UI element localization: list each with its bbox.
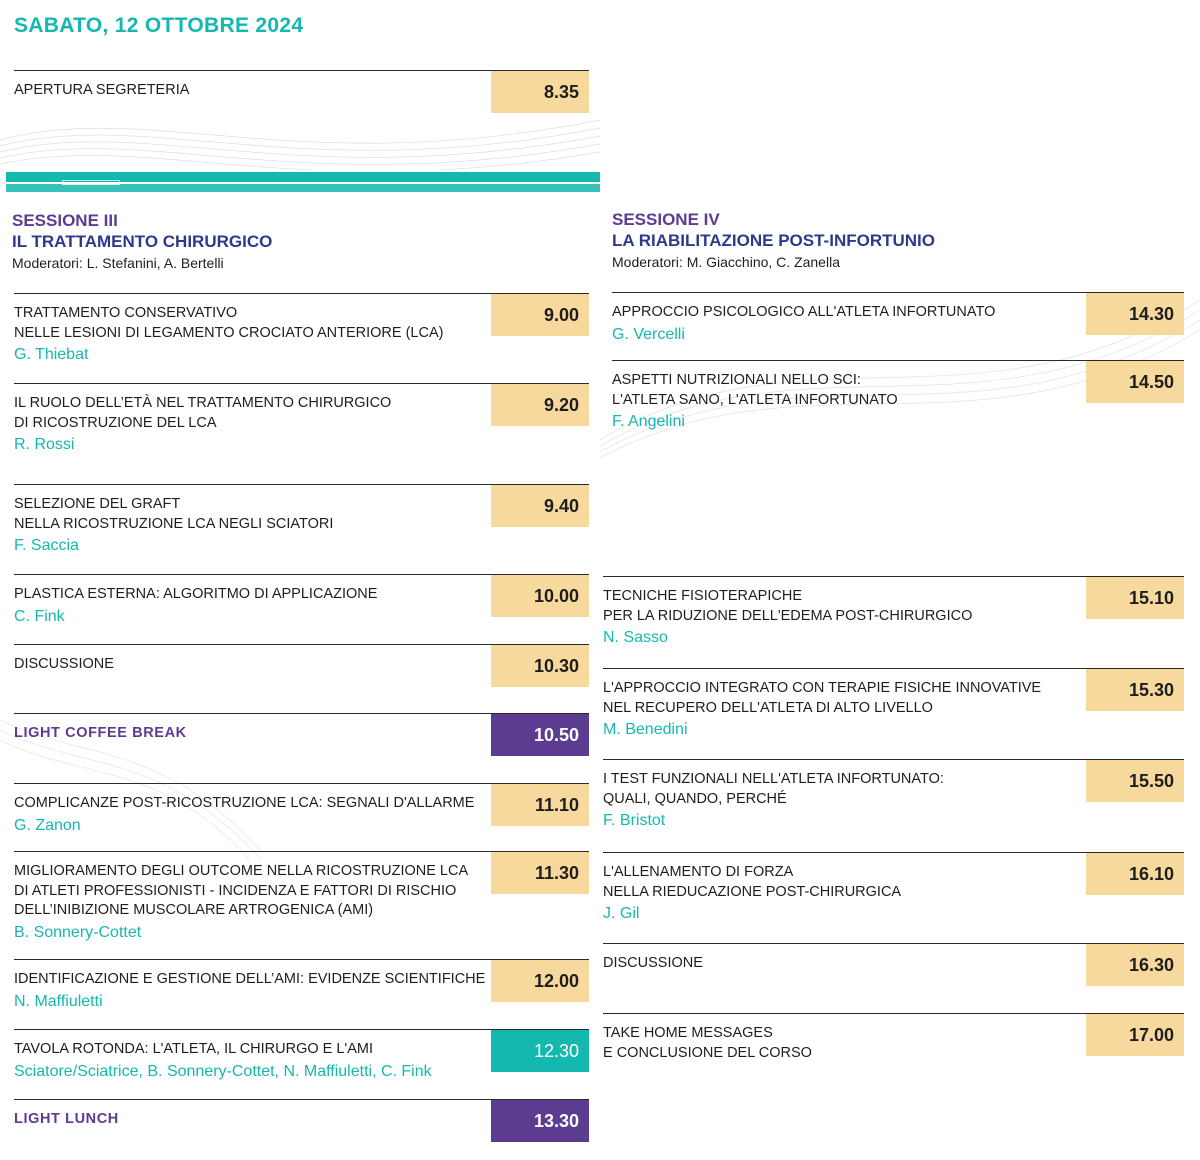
decorative-band (6, 172, 600, 196)
speaker-name: M. Benedini (603, 721, 688, 738)
speaker-name: C. Fink (14, 607, 65, 625)
session-title-line: E CONCLUSIONE DEL CORSO (603, 1044, 812, 1061)
session-title-line: DELL’INIBIZIONE MUSCOLARE ARTROGENICA (AMI) (14, 902, 374, 918)
session-title-line: DISCUSSIONE (14, 656, 114, 672)
session-title-line: PLASTICA ESTERNA: ALGORITMO DI APPLICAZIONE (14, 586, 378, 602)
time-badge: 14.30 (1086, 293, 1184, 335)
speaker-name: F. Bristot (603, 812, 666, 829)
session3-item-11 (14, 1099, 589, 1159)
session-title-line: L'ALLENAMENTO DI FORZA (603, 864, 794, 880)
session-title (603, 1024, 812, 1063)
session4-item-7 (603, 943, 1184, 1003)
session-title-line: TAVOLA ROTONDA: L'ATLETA, IL CHIRURGO E L'AMI (14, 1041, 373, 1057)
session4-item-6 (603, 852, 1184, 922)
time-badge: 10.00 (491, 575, 589, 617)
session-3-title: IL TRATTAMENTO CHIRURGICO (12, 232, 273, 251)
page-date-title: SABATO, 12 OTTOBRE 2024 (14, 14, 304, 37)
session-title (603, 863, 901, 925)
band-marker (62, 180, 120, 185)
session3-item-10 (14, 1029, 589, 1089)
session3-item-7 (14, 783, 589, 843)
session-title-line: NELLA RIEDUCAZIONE POST-CHIRURGICA (603, 883, 902, 900)
session-title-line: IDENTIFICAZIONE E GESTIONE DELL’AMI: EVIDENZE SCIENTIFICHE (14, 971, 486, 987)
session-4-title: LA RIABILITAZIONE POST-INFORTUNIO (612, 231, 935, 250)
session3-item-9 (14, 959, 589, 1019)
session-4-moderators: Moderatori: M. Giacchino, C. Zanella (612, 254, 840, 270)
session-title (603, 587, 972, 649)
time-badge: 10.30 (491, 645, 589, 687)
time-badge: 16.10 (1086, 853, 1184, 895)
time-badge: 15.10 (1086, 577, 1184, 619)
session-title (14, 1040, 432, 1083)
session-title (14, 724, 187, 744)
session4-item-3 (603, 576, 1184, 646)
session3-item-3 (14, 484, 589, 554)
time-badge: 12.00 (491, 960, 589, 1002)
session-title (603, 954, 703, 974)
session-title-line: PER LA RIDUZIONE DELL'EDEMA POST-CHIRURGICO (603, 607, 973, 624)
band-bottom-stripe (6, 184, 600, 192)
session-title-line: APPROCCIO PSICOLOGICO ALL'ATLETA INFORTUNATO (612, 304, 996, 320)
session-title-line: LIGHT COFFEE BREAK (14, 725, 187, 741)
speaker-name: F. Angelini (612, 413, 685, 430)
session3-item-8 (14, 851, 589, 941)
session-title-line: I TEST FUNZIONALI NELL'ATLETA INFORTUNATO: (603, 771, 944, 787)
session-title-line: TRATTAMENTO CONSERVATIVO (14, 305, 238, 321)
time-badge: 9.00 (491, 294, 589, 336)
speaker-name: R. Rossi (14, 436, 75, 453)
session3-item-6 (14, 713, 589, 773)
speaker-name: J. Gil (603, 905, 640, 922)
session-title (14, 304, 443, 366)
time-badge: 11.30 (491, 852, 589, 894)
speaker-name: N. Sasso (603, 629, 668, 646)
time-badge: 17.00 (1086, 1014, 1184, 1056)
session4-item-2 (612, 360, 1184, 430)
session-title (603, 679, 1041, 741)
session-title (14, 794, 474, 837)
session-3-number: SESSIONE III (12, 211, 118, 230)
session-title (14, 655, 114, 675)
session-title (14, 81, 189, 101)
time-badge: 15.50 (1086, 760, 1184, 802)
session-title-line: NELLA RICOSTRUZIONE LCA NEGLI SCIATORI (14, 515, 334, 532)
speaker-name: G. Vercelli (612, 325, 685, 343)
session-title-line: TAKE HOME MESSAGES (603, 1025, 773, 1041)
session3-item-2 (14, 383, 589, 453)
session-title-line: LIGHT LUNCH (14, 1111, 119, 1127)
session-title-line: NEL RECUPERO DELL'ATLETA DI ALTO LIVELLO (603, 699, 933, 716)
session4-item-1 (612, 292, 1184, 352)
speaker-name: Sciatore/Sciatrice, B. Sonnery-Cottet, N. Maffiuletti, C. Fink (14, 1062, 432, 1080)
session-title-line: APERTURA SEGRETERIA (14, 82, 190, 98)
session-title-line: DI ATLETI PROFESSIONISTI - INCIDENZA E FATTORI DI RISCHIO (14, 882, 457, 899)
speaker-name: B. Sonnery-Cottet (14, 923, 142, 941)
session-title (14, 970, 485, 1013)
session-3-header (12, 210, 272, 274)
time-badge: 14.50 (1086, 361, 1184, 403)
session4-item-5 (603, 759, 1184, 829)
session-title-line: NELLE LESIONI DI LEGAMENTO CROCIATO ANTERIORE (LCA) (14, 324, 444, 341)
session-title-line: SELEZIONE DEL GRAFT (14, 496, 181, 512)
session-title (14, 585, 377, 628)
session-title-line: COMPLICANZE POST-RICOSTRUZIONE LCA: SEGNALI D'ALLARME (14, 795, 475, 811)
session-title (603, 770, 944, 832)
time-badge: 11.10 (491, 784, 589, 826)
time-badge: 13.30 (491, 1100, 589, 1142)
speaker-name: F. Saccia (14, 537, 79, 554)
session-4-header (612, 209, 935, 273)
session-title-line: TECNICHE FISIOTERAPICHE (603, 588, 802, 604)
session-title-line: DISCUSSIONE (603, 955, 703, 971)
session-title (612, 371, 898, 433)
time-badge: 15.30 (1086, 669, 1184, 711)
speaker-name: G. Zanon (14, 816, 81, 834)
speaker-name: G. Thiebat (14, 346, 89, 363)
session-title-line: QUALI, QUANDO, PERCHÉ (603, 790, 787, 807)
session-title (14, 1110, 119, 1130)
session-title-line: MIGLIORAMENTO DEGLI OUTCOME NELLA RICOSTRUZIONE LCA (14, 863, 469, 879)
session4-item-8 (603, 1013, 1184, 1073)
time-badge: 8.35 (491, 71, 589, 113)
session3-item-5 (14, 644, 589, 704)
time-badge: 9.40 (491, 485, 589, 527)
speaker-name: N. Maffiuletti (14, 992, 103, 1010)
time-badge: 10.50 (491, 714, 589, 756)
session-title-line: L'APPROCCIO INTEGRATO CON TERAPIE FISICHE INNOVATIVE (603, 680, 1042, 696)
session3-item-4 (14, 574, 589, 634)
session-title-line: L'ATLETA SANO, L'ATLETA INFORTUNATO (612, 391, 898, 408)
session4-item-4 (603, 668, 1184, 738)
session-title-line: IL RUOLO DELL’ETÀ NEL TRATTAMENTO CHIRURGICO (14, 395, 392, 411)
time-badge: 16.30 (1086, 944, 1184, 986)
session-title-line: DI RICOSTRUZIONE DEL LCA (14, 414, 217, 431)
session3-item-1 (14, 293, 589, 363)
session-title (14, 394, 391, 456)
time-badge: 12.30 (491, 1030, 589, 1072)
time-badge: 9.20 (491, 384, 589, 426)
session-title-line: ASPETTI NUTRIZIONALI NELLO SCI: (612, 372, 861, 388)
session-3-moderators: Moderatori: L. Stefanini, A. Bertelli (12, 255, 224, 271)
session-title (14, 862, 468, 944)
session-4-number: SESSIONE IV (612, 210, 720, 229)
session-title (612, 303, 995, 346)
program-row-opening (14, 70, 589, 120)
session-title (14, 495, 333, 557)
